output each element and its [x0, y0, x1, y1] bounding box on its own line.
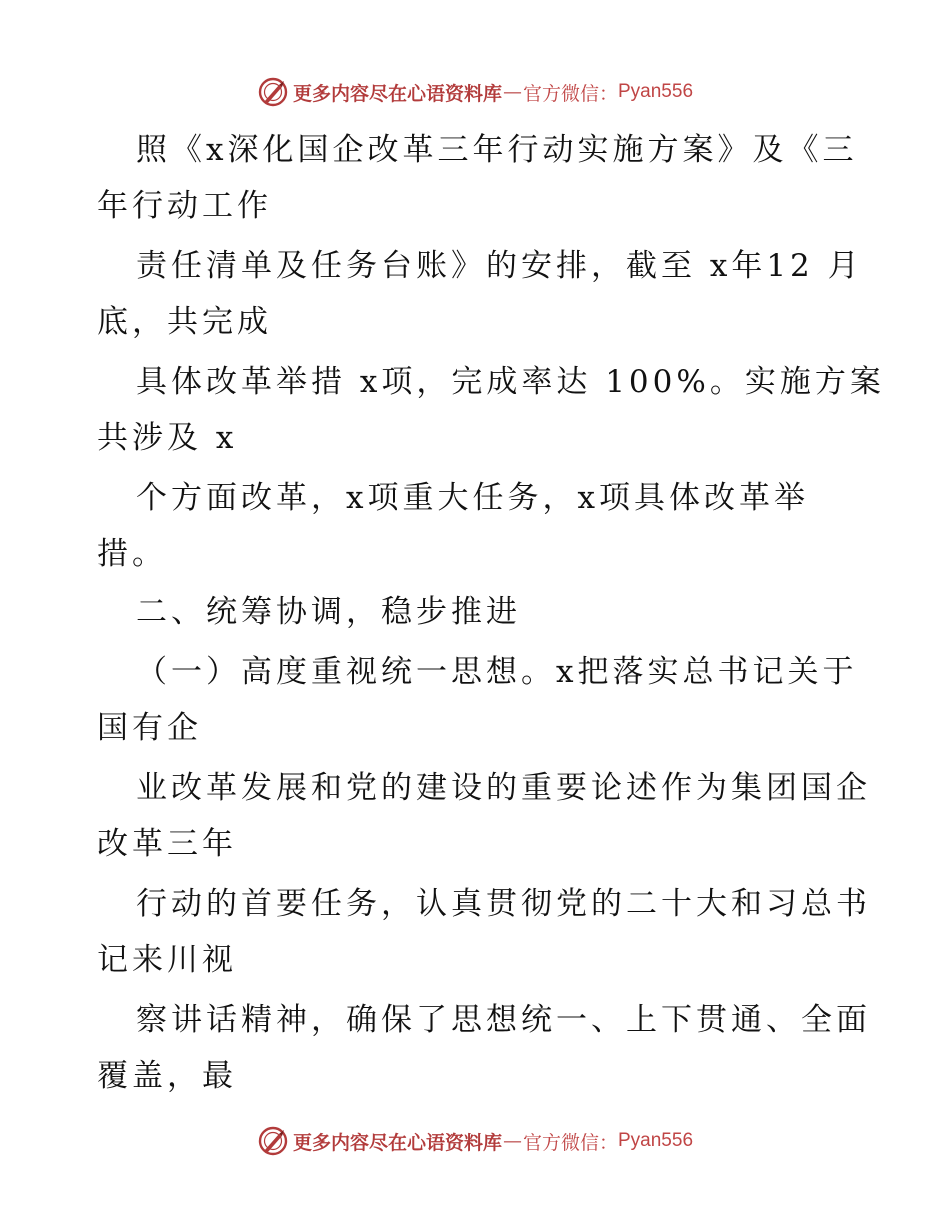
text-line: 覆盖，最: [97, 1058, 237, 1094]
banner-brand-text: 更多内容尽在心语资料库: [292, 82, 502, 105]
text-line: 照《x深化国企改革三年行动实施方案》及《三: [136, 132, 858, 168]
text-line: 行动的首要任务，认真贯彻党的二十大和习总书: [136, 886, 871, 922]
banner-wechat-id: Pyan556: [618, 1130, 694, 1151]
footer-banner: [0, 1121, 950, 1161]
banner-brand-text: 更多内容尽在心语资料库: [292, 1131, 502, 1154]
text-line: 责任清单及任务台账》的安排，截至 x年12 月: [136, 248, 863, 284]
quill-pen-icon: [257, 1125, 289, 1157]
banner-separator: —: [502, 81, 522, 103]
text-line: 共涉及 x: [97, 420, 238, 456]
banner-official-label: 官方微信：: [522, 82, 618, 105]
text-line: （一）高度重视统一思想。x把落实总书记关于: [136, 654, 858, 690]
banner-official-label: 官方微信：: [522, 1131, 618, 1154]
text-line: 改革三年: [97, 826, 237, 862]
text-line: 具体改革举措 x项，完成率达 100%。实施方案: [136, 364, 885, 400]
text-line: 个方面改革，x项重大任务，x项具体改革举: [136, 480, 809, 516]
text-line: 记来川视: [97, 942, 237, 978]
text-line: 业改革发展和党的建设的重要论述作为集团国企: [136, 770, 871, 806]
text-line: 措。: [97, 536, 167, 572]
quill-pen-icon: [257, 76, 289, 108]
text-line: 国有企: [97, 710, 202, 746]
banner-separator: —: [502, 1130, 522, 1152]
text-line: 年行动工作: [97, 188, 272, 224]
text-line: 察讲话精神，确保了思想统一、上下贯通、全面: [136, 1002, 871, 1038]
text-line: 底，共完成: [97, 304, 272, 340]
header-banner: [0, 72, 950, 112]
banner-wechat-id: Pyan556: [618, 81, 694, 102]
section-heading: 二、统筹协调，稳步推进: [136, 594, 521, 630]
